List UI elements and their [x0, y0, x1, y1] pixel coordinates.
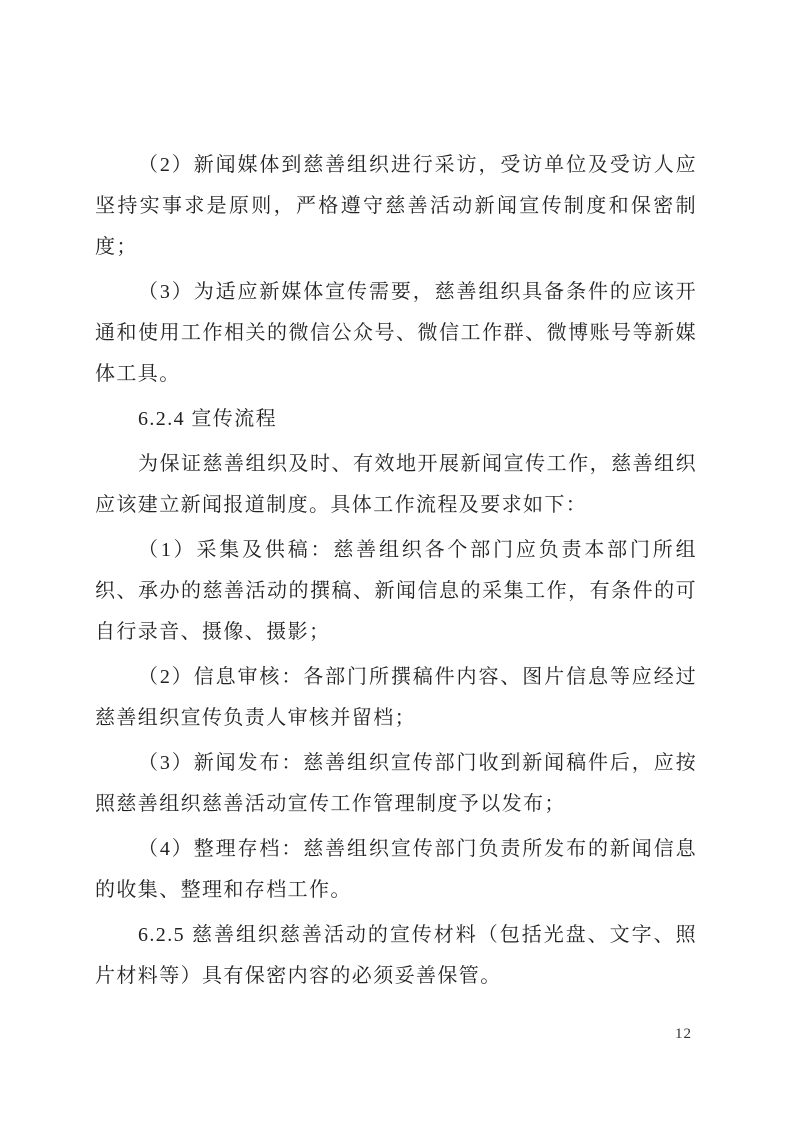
paragraph-step-1-collection: （1）采集及供稿：慈善组织各个部门应负责本部门所组织、承办的慈善活动的撰稿、新闻信息的采集工作，有条件的可自行录音、摄像、摄影；: [95, 539, 697, 643]
paragraph-news-interview: （2）新闻媒体到慈善组织进行采访，受访单位及受访人应坚持实事求是原则，严格遵守慈善活动新闻宣传制度和保密制度；: [95, 154, 697, 258]
paragraph-step-4-archive: （4）整理存档：慈善组织宣传部门负责所发布的新闻信息的收集、整理和存档工作。: [95, 838, 697, 901]
section-heading-6-2-5: 6.2.5 慈善组织慈善活动的宣传材料（包括光盘、文字、照片材料等）具有保密内容的必须妥善保管。: [95, 924, 697, 987]
page-number: 12: [675, 1026, 692, 1042]
paragraph-step-2-review: （2）信息审核：各部门所撰稿件内容、图片信息等应经过慈善组织宣传负责人审核并留档；: [95, 666, 697, 729]
paragraph-news-report-system: 为保证慈善组织及时、有效地开展新闻宣传工作，慈善组织应该建立新闻报道制度。具体工作流程及要求如下：: [95, 453, 697, 516]
section-heading-6-2-4: 6.2.4 宣传流程: [138, 408, 277, 430]
document-body: [95, 145, 697, 1001]
paragraph-step-3-publish: （3）新闻发布：慈善组织宣传部门收到新闻稿件后，应按照慈善组织慈善活动宣传工作管理制度予以发布；: [95, 752, 697, 815]
paragraph-new-media-tools: （3）为适应新媒体宣传需要，慈善组织具备条件的应该开通和使用工作相关的微信公众号、微信工作群、微博账号等新媒体工具。: [95, 281, 697, 385]
